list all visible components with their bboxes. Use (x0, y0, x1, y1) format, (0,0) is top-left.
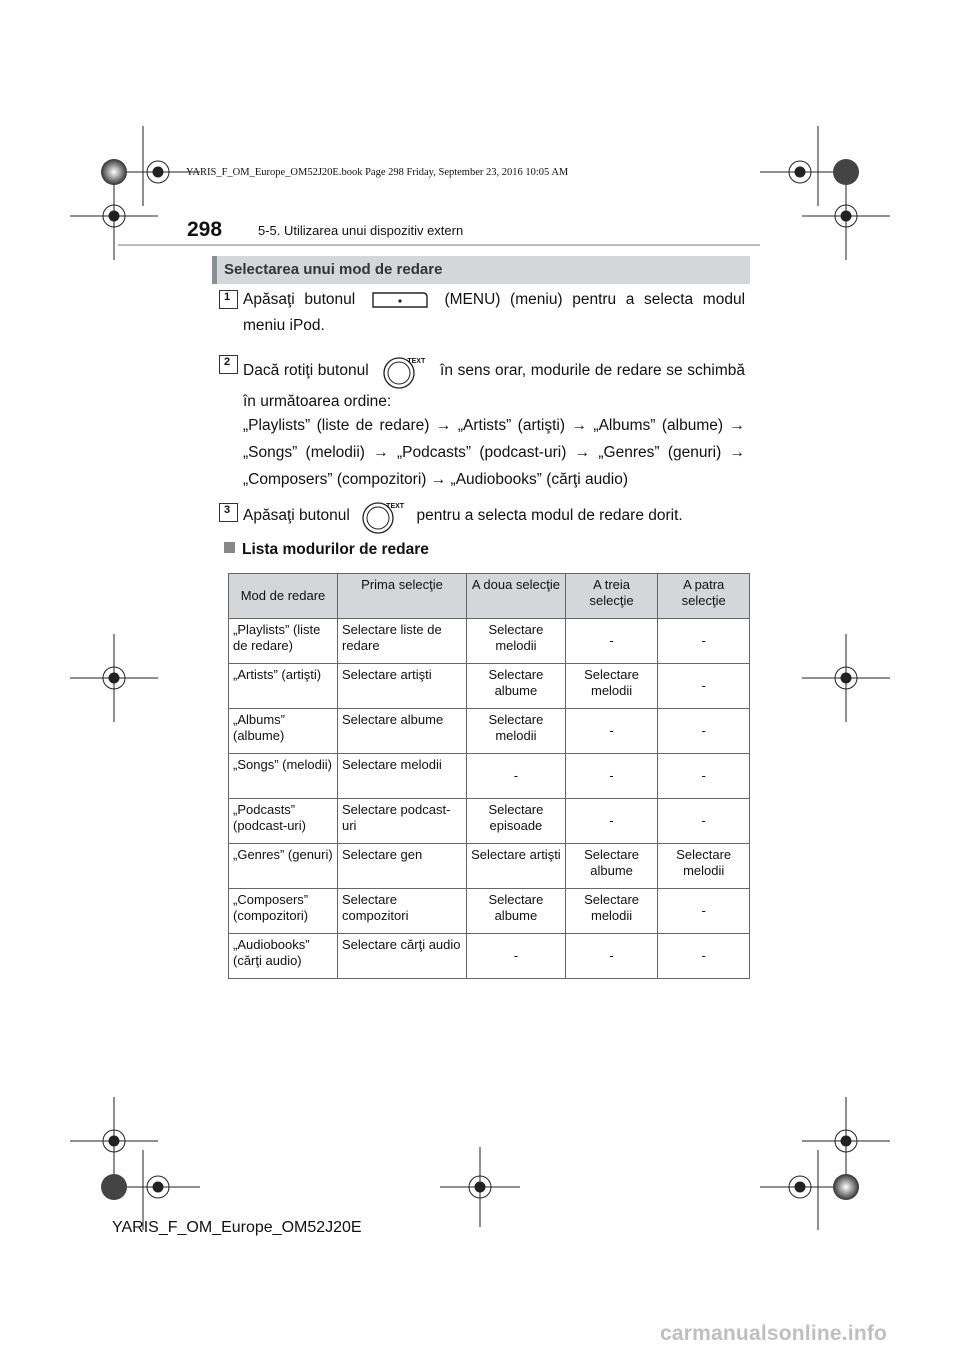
step-3-text (243, 498, 745, 534)
table-cell: Selectare albume (338, 709, 467, 754)
table-header-row (229, 574, 750, 619)
table-row (229, 844, 750, 889)
table-cell: - (658, 664, 750, 709)
table-header-cell: A doua selecţie (467, 574, 566, 619)
table-cell: - (467, 934, 566, 979)
table-cell: Selectare podcast-uri (338, 799, 467, 844)
table-cell: Selectare gen (338, 844, 467, 889)
step-1-text-b: (MENU) (meniu) pentru a selecta modul meniu iPod. (243, 291, 746, 334)
step-1-text (243, 287, 745, 339)
table-cell: - (467, 754, 566, 799)
table-cell: - (565, 799, 658, 844)
step-2-text-a: Dacă rotiţi butonul (243, 362, 369, 380)
section-heading: Selectarea unui mod de redare (224, 261, 443, 278)
table-cell: Selectare albume (467, 664, 566, 709)
print-stamp: YARIS_F_OM_Europe_OM52J20E.book Page 298 Friday, September 23, 2016 10:05 AM (186, 167, 569, 178)
table-cell: Selectare melodii (565, 889, 658, 934)
step-1-text-a: Apăsaţi butonul (243, 291, 356, 308)
table-header-cell: Prima selecţie (338, 574, 467, 619)
knob-label: TEXT (386, 503, 405, 510)
table-cell: „Audiobooks” (cărţi audio) (229, 934, 338, 979)
watermark: carmanualsonline.info (660, 1322, 888, 1345)
page-number: 298 (187, 218, 223, 241)
table-row (229, 934, 750, 979)
table-cell: Selectare melodii (565, 664, 658, 709)
table-cell: - (658, 934, 750, 979)
step-2-text-b: în sens orar, modurile de redare se schimbă în următoarea ordine: (243, 362, 746, 410)
table-cell: - (565, 709, 658, 754)
header-rule (118, 244, 760, 246)
table-cell: Selectare artişti (338, 664, 467, 709)
table-row (229, 619, 750, 664)
table-cell: Selectare melodii (467, 619, 566, 664)
table-cell: „Podcasts” (podcast-uri) (229, 799, 338, 844)
footer-doc-id: YARIS_F_OM_Europe_OM52J20E (112, 1219, 362, 1236)
table-cell: Selectare cărţi audio (338, 934, 467, 979)
table-cell: Selectare melodii (658, 844, 750, 889)
table-row (229, 889, 750, 934)
table-cell: Selectare melodii (467, 709, 566, 754)
play-modes-table (228, 573, 750, 979)
table-cell: - (658, 889, 750, 934)
tune-knob-icon (381, 353, 427, 389)
table-cell: Selectare albume (565, 844, 658, 889)
table-header-cell: A treia selecţie (565, 574, 658, 619)
table-cell: „Albums” (albume) (229, 709, 338, 754)
table-cell: - (658, 619, 750, 664)
table-row (229, 799, 750, 844)
table-cell: Selectare artişti (467, 844, 566, 889)
table-cell: „Playlists” (liste de redare) (229, 619, 338, 664)
step-number-2: 2 (219, 355, 238, 374)
table-cell: „Genres” (genuri) (229, 844, 338, 889)
menu-button-icon (371, 290, 429, 310)
table-cell: „Composers” (compozitori) (229, 889, 338, 934)
table-cell: - (565, 619, 658, 664)
step-2-text (243, 353, 745, 415)
table-cell: - (658, 754, 750, 799)
play-mode-order: „Playlists” (liste de redare) → „Artists” (artişti) → „Albums” (albume) → „Songs” (melodii) → „Podcasts” (podcast-uri) → „Genres” (genuri) → „Composers” (compozitori) → „Audiobooks” (cărţi audio) (243, 417, 745, 488)
knob-label: TEXT (407, 358, 426, 365)
section-title: 5-5. Utilizarea unui dispozitiv extern (258, 223, 464, 238)
table-cell: - (658, 799, 750, 844)
subheading (224, 541, 429, 559)
table-cell: Selectare episoade (467, 799, 566, 844)
table-row (229, 664, 750, 709)
step-number-1: 1 (219, 290, 238, 309)
table-cell: Selectare compozitori (338, 889, 467, 934)
table-cell: Selectare melodii (338, 754, 467, 799)
step-number-3: 3 (219, 503, 238, 522)
square-bullet-icon (224, 542, 235, 553)
table-header-cell: Mod de redare (229, 574, 338, 619)
table-row (229, 754, 750, 799)
table-cell: „Songs” (melodii) (229, 754, 338, 799)
step-3-text-a: Apăsaţi butonul (243, 507, 350, 525)
table-cell: - (658, 709, 750, 754)
table-cell: - (565, 934, 658, 979)
step-3-text-b: pentru a selecta modul de redare dorit. (416, 507, 683, 525)
table-cell: „Artists” (artişti) (229, 664, 338, 709)
subheading-text: Lista modurilor de redare (242, 541, 429, 558)
table-cell: Selectare liste de redare (338, 619, 467, 664)
tune-knob-icon (360, 498, 406, 534)
table-cell: Selectare albume (467, 889, 566, 934)
table-row (229, 709, 750, 754)
table-cell: - (565, 754, 658, 799)
table-header-cell: A patra selecţie (658, 574, 750, 619)
